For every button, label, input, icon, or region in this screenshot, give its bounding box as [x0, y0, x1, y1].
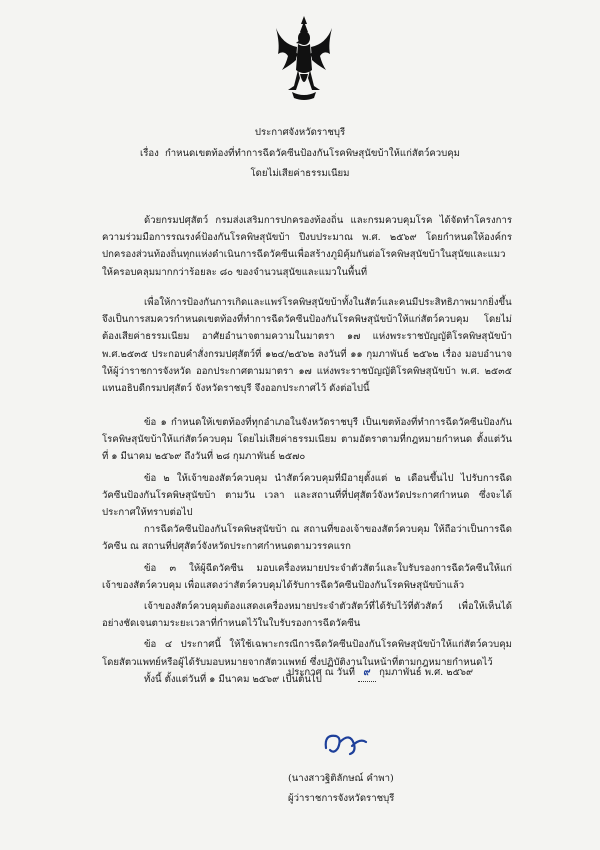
subject-line	[0, 145, 600, 162]
announcement-date	[288, 664, 473, 682]
subject-line-2: โดยไม่เสียค่าธรรมเนียม	[250, 168, 350, 179]
clause-2: ข้อ ๒ ให้เจ้าของสัตว์ควบคุม นำสัตว์ควบคุมที่มีอายุตั้งแต่ ๒ เดือนขึ้นไป ไปรับการฉีดวัคซีนป้องกันโรคพิษสุนัขบ้า ตามวัน เวลา และสถานที่ที่ปศุสัตว์จังหวัดประกาศกำหนด ซึ่งจะได้ประกาศให้ทราบต่อไป	[102, 472, 512, 519]
subject-text: กำหนดเขตท้องที่ทำการฉีดวัคซีนป้องกันโรคพิษสุนัขบ้าให้แก่สัตว์ควบคุม	[164, 148, 460, 159]
clause-4: ข้อ ๔ ประกาศนี้ ให้ใช้เฉพาะกรณีการฉีดวัคซีนป้องกันโรคพิษสุนัขบ้าให้แก่สัตว์ควบคุมโดยสัตวแพทย์หรือผู้ได้รับมอบหมายจากสัตวแพทย์ ซึ่งปฏิบัติงานในหน้าที่ตามกฎหมายกำหนดไว้	[102, 639, 512, 668]
garuda-emblem	[274, 14, 334, 114]
paragraph-background: ด้วยกรมปศุสัตว์ กรมส่งเสริมการปกครองท้องถิ่น และกรมควบคุมโรค ได้จัดทำโครงการความร่วมมือการรณรงค์ป้องกันโรคพิษสุนัขบ้า ปีงบประมาณ พ.ศ. ๒๕๖๙ โดยกำหนดให้องค์กรปกครองส่วนท้องถิ่นทุกแห่งดำเนินการฉีดวัคซีนเพื่อสร้างภูมิคุ้มกันต่อโรคพิษสุนัขบ้าในสุนัขและแมวให้ครอบคลุมมากกว่าร้อยละ ๘๐ ของจำนวนสุนัขและแมวในพื้นที่	[102, 215, 512, 278]
signatory-name: (นางสาวฐิติลักษณ์ คำพา)	[288, 773, 394, 784]
clause-1: ข้อ ๑ กำหนดให้เขตท้องที่ทุกอำเภอในจังหวัดราชบุรี เป็นเขตท้องที่ทำการฉีดวัคซีนป้องกันโรคพิษสุนัขบ้าให้แก่สัตว์ควบคุม โดยไม่เสียค่าธรรมเนียม ตามอัตราตามที่กฎหมายกำหนด ตั้งแต่วันที่ ๑ มีนาคม ๒๕๖๙ ถึงวันที่ ๒๘ กุมภาพันธ์ ๒๕๗๐	[102, 417, 512, 463]
clause-3: ข้อ ๓ ให้ผู้ฉีดวัคซีน มอบเครื่องหมายประจำตัวสัตว์และใบรับรองการฉีดวัคซีนให้แก่เจ้าของสัตว์ควบคุม เพื่อแสดงว่าสัตว์ควบคุมได้รับการฉีดวัคซีนป้องกันโรคพิษสุนัขบ้าแล้ว	[102, 562, 512, 591]
signature-mark	[320, 728, 370, 762]
subject-label: เรื่อง	[139, 148, 159, 159]
body-block-3	[102, 414, 512, 688]
date-prefix: ประกาศ ณ วันที่	[288, 667, 355, 678]
clause-3-paragraph-2: เจ้าของสัตว์ควบคุมต้องแสดงเครื่องหมายประจำตัวสัตว์ที่ได้รับไว้ที่ตัวสัตว์ เพื่อให้เห็นได้อย่างชัดเจนตามระยะเวลาที่กำหนดไว้ในใบรับรองการฉีดวัคซีน	[102, 601, 512, 630]
date-day: ๙	[358, 664, 376, 682]
date-suffix: กุมภาพันธ์ พ.ศ. ๒๕๖๙	[379, 667, 473, 678]
signatory-title: ผู้ว่าราชการจังหวัดราชบุรี	[288, 793, 395, 804]
effective-date: ทั้งนี้ ตั้งแต่วันที่ ๑ มีนาคม ๒๕๖๙ เป็นต้นไป	[144, 673, 322, 685]
announcement-title: ประกาศจังหวัดราชบุรี	[254, 127, 346, 138]
clause-2-paragraph-2: การฉีดวัคซีนป้องกันโรคพิษสุนัขบ้า ณ สถานที่ของเจ้าของสัตว์ควบคุม ให้ถือว่าเป็นการฉีดวัคซีน ณ สถานที่ปศุสัตว์จังหวัดประกาศกำหนดตามวรรคแรก	[102, 524, 512, 553]
paragraph-authority: เพื่อให้การป้องกันการเกิดและแพร่โรคพิษสุนัขบ้าทั้งในสัตว์และคนมีประสิทธิภาพมากยิ่งขึ้น จึงเป็นการสมควรกำหนดเขตท้องที่ทำการฉีดวัคซีนป้องกันโรคพิษสุนัขบ้าให้แก่สัตว์ควบคุม โดยไม่ต้องเสียค่าธรรมเนียม อาศัยอำนาจตามความในมาตรา ๑๗ แห่งพระราชบัญญัติโรคพิษสุนัขบ้า พ.ศ.๒๕๓๕ ประกอบคำสั่งกรมปศุสัตว์ที่ ๑๒๔/๒๕๖๒ ลงวันที่ ๑๑ กุมภาพันธ์ ๒๕๖๒ เรื่อง มอบอำนาจให้ผู้ว่าราชการจังหวัด ออกประกาศตามมาตรา ๑๗ แห่งพระราชบัญญัติโรคพิษสุนัขบ้า พ.ศ. ๒๕๓๕ แทนอธิบดีกรมปศุสัตว์ จังหวัดราชบุรี จึงออกประกาศไว้ ดังต่อไปนี้	[102, 297, 512, 395]
body-block	[102, 212, 512, 281]
body-block-2	[102, 294, 512, 397]
